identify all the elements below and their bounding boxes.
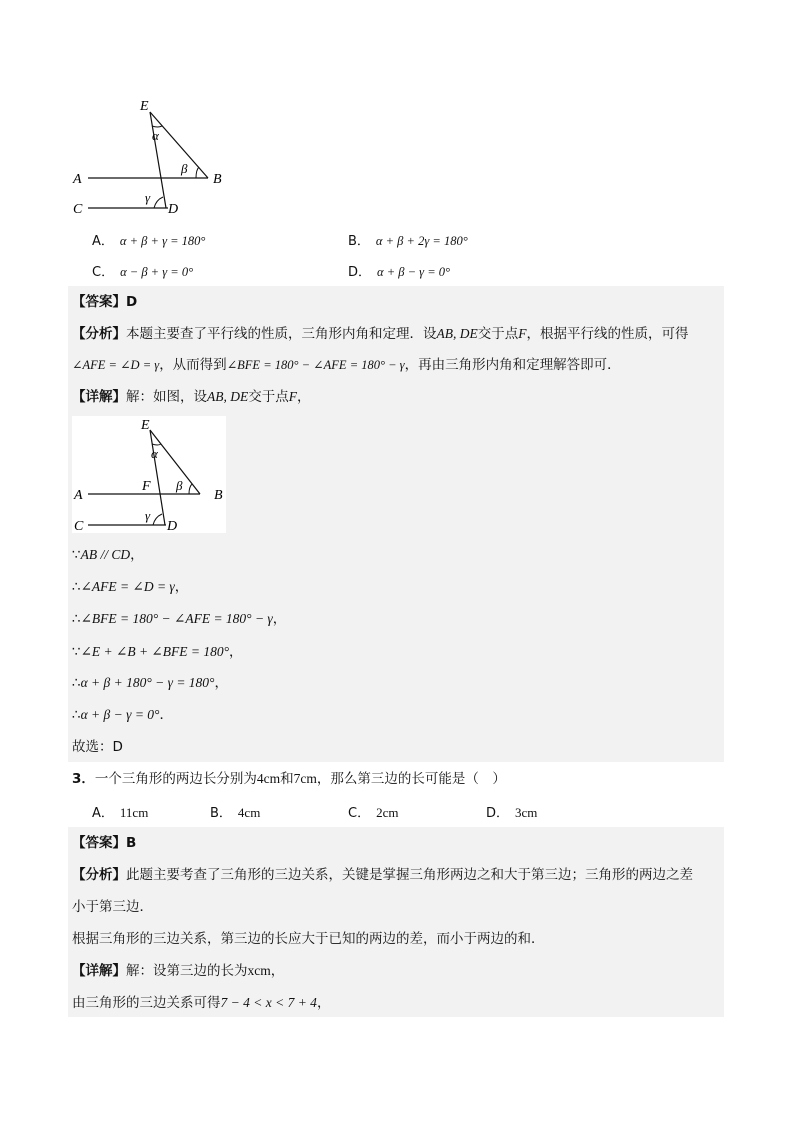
angle-arc-gamma — [153, 514, 162, 525]
solution-block-q3 — [68, 827, 724, 1017]
choice-letter: B． — [210, 806, 232, 821]
choice-letter: A． — [92, 234, 114, 249]
detail-text: 由三角形的三边关系可得 — [72, 995, 221, 1011]
figure-parallel-lines-1 — [70, 96, 240, 220]
choice-expr: α + β + γ = 180° — [119, 234, 206, 248]
choice-letter: D． — [348, 265, 372, 280]
step-tail: ， — [130, 547, 144, 563]
question-3-stem — [72, 769, 506, 789]
choice-letter: C． — [92, 265, 115, 280]
label-beta: β — [181, 161, 188, 176]
answer-value: B — [126, 835, 137, 851]
label-a: A — [74, 488, 83, 503]
segment-eb — [150, 430, 200, 494]
step-symbol: ∵ — [72, 547, 81, 563]
detail-text: 交于点 — [248, 389, 289, 405]
step-symbol: ∴ — [72, 675, 81, 691]
detail-tag: 【详解】 — [72, 389, 126, 405]
label-alpha: α — [151, 446, 158, 461]
step-expr: ∠AFE = ∠D = γ — [80, 579, 175, 594]
choice-c[interactable] — [92, 261, 193, 280]
stem-value: 4cm — [256, 771, 281, 786]
detail-text: 解：设第三边的长为 — [126, 963, 248, 979]
step-tail: ， — [174, 579, 189, 595]
analysis-tag: 【分析】 — [72, 326, 126, 342]
step-4 — [72, 642, 243, 662]
step-expr: α + β − γ = 0° — [80, 707, 160, 722]
detail-text: ， — [316, 995, 331, 1011]
detail-tag: 【详解】 — [72, 963, 126, 979]
analysis-math: AB, DE — [436, 326, 478, 341]
analysis-text: 交于点 — [477, 326, 519, 342]
analysis-text: 此题主要考查了三角形的三边关系，关键是掌握三角形两边之和大于第三边；三角形的两边之差 — [126, 867, 693, 883]
question-number: 3． — [72, 771, 95, 787]
step-expr: α + β + 180° − γ = 180° — [80, 675, 215, 690]
angle-arc-alpha — [152, 126, 162, 127]
segment-eb — [150, 112, 208, 178]
label-e: E — [140, 99, 149, 114]
q3-analysis-line-1 — [72, 865, 693, 885]
choice-b[interactable] — [348, 230, 468, 249]
step-expr: AB // CD — [80, 547, 131, 562]
stem-text: 和 — [280, 771, 294, 787]
step-tail: ， — [214, 675, 228, 691]
analysis-line-2 — [72, 355, 621, 375]
q3-choice-d[interactable] — [486, 802, 537, 821]
q3-choice-c[interactable] — [348, 802, 398, 821]
q3-analysis-line-3 — [72, 929, 545, 949]
angle-arc-gamma — [154, 197, 163, 208]
analysis-math: F — [518, 326, 527, 341]
detail-line — [72, 387, 311, 407]
choice-letter: C． — [348, 806, 371, 821]
figure-parallel-lines-2 — [72, 416, 226, 533]
choice-value: 3cm — [515, 805, 538, 820]
step-expr: ∠E + ∠B + ∠BFE = 180° — [80, 644, 229, 659]
choice-value: 4cm — [237, 805, 261, 820]
label-d: D — [168, 202, 179, 217]
choice-expr: α + β − γ = 0° — [377, 265, 451, 279]
answer-value: D — [126, 294, 138, 310]
label-c: C — [74, 519, 84, 533]
detail-math: F — [288, 389, 297, 404]
step-expr: ∠BFE = 180° − ∠AFE = 180° − γ — [80, 611, 273, 626]
label-alpha: α — [152, 128, 159, 143]
angle-arc-beta — [196, 167, 199, 178]
step-symbol: ∴ — [72, 611, 81, 627]
step-2 — [72, 577, 188, 597]
conclusion-q2 — [72, 737, 123, 757]
analysis-tag: 【分析】 — [72, 867, 126, 883]
stem-value: 7cm — [293, 771, 317, 786]
step-tail: ， — [272, 611, 287, 627]
choice-letter: D． — [486, 806, 510, 821]
label-gamma: γ — [145, 508, 151, 523]
label-d: D — [167, 519, 178, 533]
detail-text: ， — [270, 963, 285, 979]
detail-text: 解：如图，设 — [126, 389, 207, 405]
analysis-math: ∠AFE = ∠D = γ — [72, 358, 160, 372]
choice-value: 2cm — [376, 805, 399, 820]
label-b: B — [213, 172, 222, 187]
choice-expr: α − β + γ = 0° — [120, 265, 194, 279]
detail-var: xcm — [247, 963, 271, 978]
answer-line-q3 — [72, 833, 136, 853]
step-symbol: ∴ — [72, 579, 81, 595]
analysis-text: 本题主要查了平行线的性质，三角形内角和定理．设 — [126, 326, 437, 342]
label-f: F — [142, 479, 151, 494]
step-tail: ， — [229, 644, 243, 660]
conclusion-text: 故选：D — [72, 739, 123, 755]
analysis-text: ，根据平行线的性质，可得 — [526, 326, 689, 342]
analysis-line-1 — [72, 324, 689, 344]
label-e: E — [141, 418, 150, 433]
step-symbol: ∵ — [72, 644, 81, 660]
answer-tag: 【答案】 — [72, 294, 126, 310]
choice-letter: B． — [348, 234, 370, 249]
stem-text: 一个三角形的两边长分别为 — [94, 771, 257, 787]
choice-a[interactable] — [92, 230, 205, 249]
q3-choice-b[interactable] — [210, 802, 260, 821]
angle-arc-beta — [189, 484, 192, 494]
choice-expr: α + β + 2γ = 180° — [375, 234, 468, 248]
analysis-text: ，再由三角形内角和定理解答即可． — [404, 357, 621, 373]
step-symbol: ∴ — [72, 707, 81, 723]
choice-d[interactable] — [348, 261, 450, 280]
step-1 — [72, 545, 144, 565]
choice-value: 11cm — [119, 805, 149, 820]
step-3 — [72, 609, 286, 629]
analysis-math: ∠BFE = 180° − ∠AFE = 180° − γ — [226, 358, 405, 372]
q3-analysis-line-2 — [72, 897, 153, 917]
label-beta: β — [176, 478, 183, 493]
analysis-text: 小于第三边． — [72, 899, 153, 915]
q3-choice-a[interactable] — [92, 802, 148, 821]
detail-text: ， — [297, 389, 311, 405]
analysis-text: 根据三角形的三边关系，第三边的长应大于已知的两边的差，而小于两边的和． — [72, 931, 545, 947]
step-6 — [72, 705, 173, 725]
answer-line-q2 — [72, 292, 137, 312]
detail-math: 7 − 4 < x < 7 + 4 — [220, 995, 317, 1010]
choice-letter: A． — [92, 806, 114, 821]
answer-tag: 【答案】 — [72, 835, 126, 851]
stem-text: ，那么第三边的长可能是（ ） — [316, 771, 506, 787]
q3-detail-line-1 — [72, 961, 284, 981]
step-5 — [72, 673, 228, 693]
label-a: A — [73, 172, 82, 187]
label-gamma: γ — [145, 190, 151, 205]
q3-detail-line-2 — [72, 993, 330, 1013]
label-b: B — [214, 488, 223, 503]
detail-math: AB, DE — [207, 389, 249, 404]
angle-arc-alpha — [152, 444, 161, 445]
step-tail: ． — [159, 707, 173, 723]
label-c: C — [73, 202, 83, 217]
analysis-text: ，从而得到 — [159, 357, 227, 373]
